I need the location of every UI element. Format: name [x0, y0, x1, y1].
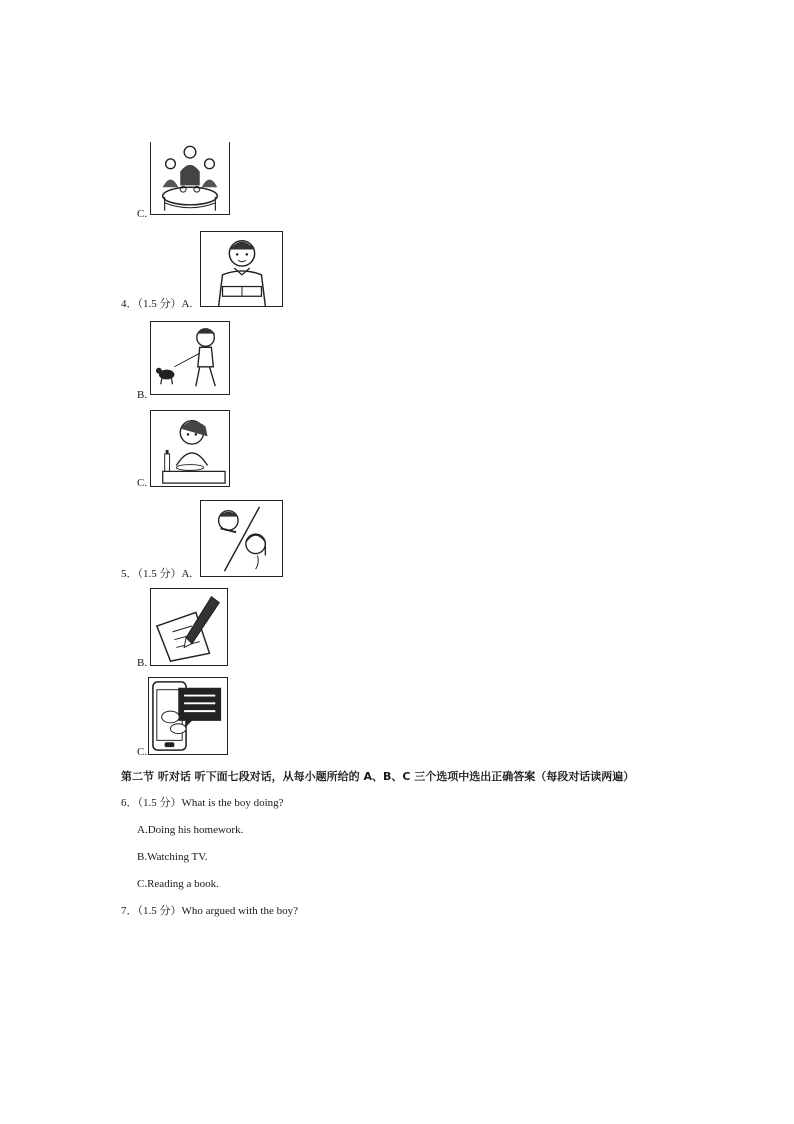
q6-stem: 6．（1.5 分）What is the boy doing? [121, 797, 284, 809]
q4-option-b-image [150, 321, 230, 395]
q5-option-b-image [150, 588, 228, 666]
q3-option-c-label: C. [137, 208, 148, 220]
q5-option-c-label: C. [137, 746, 148, 758]
q5-prefix: 5．（1.5 分）A. [121, 568, 193, 580]
q4-option-c-image [150, 410, 230, 487]
q3-option-c-image [150, 142, 230, 215]
q4-prefix: 4．（1.5 分）A. [121, 298, 193, 310]
q6-option-a: A.Doing his homework. [137, 824, 244, 836]
q4-option-b-label: B. [137, 389, 148, 401]
q5-option-a-image [200, 500, 283, 577]
q4-option-a-image [200, 231, 283, 307]
section-2-heading: 第二节 听对话 听下面七段对话，从每小题所给的 A、B、C 三个选项中选出正确答案（每段对话读两遍） [121, 770, 635, 783]
q7-stem: 7．（1.5 分）Who argued with the boy? [121, 905, 298, 917]
q5-option-b-label: B. [137, 657, 148, 669]
q6-option-c: C.Reading a book. [137, 878, 219, 890]
q4-option-c-label: C. [137, 477, 148, 489]
q5-option-c-image [148, 677, 228, 755]
q6-option-b: B.Watching TV. [137, 851, 208, 863]
